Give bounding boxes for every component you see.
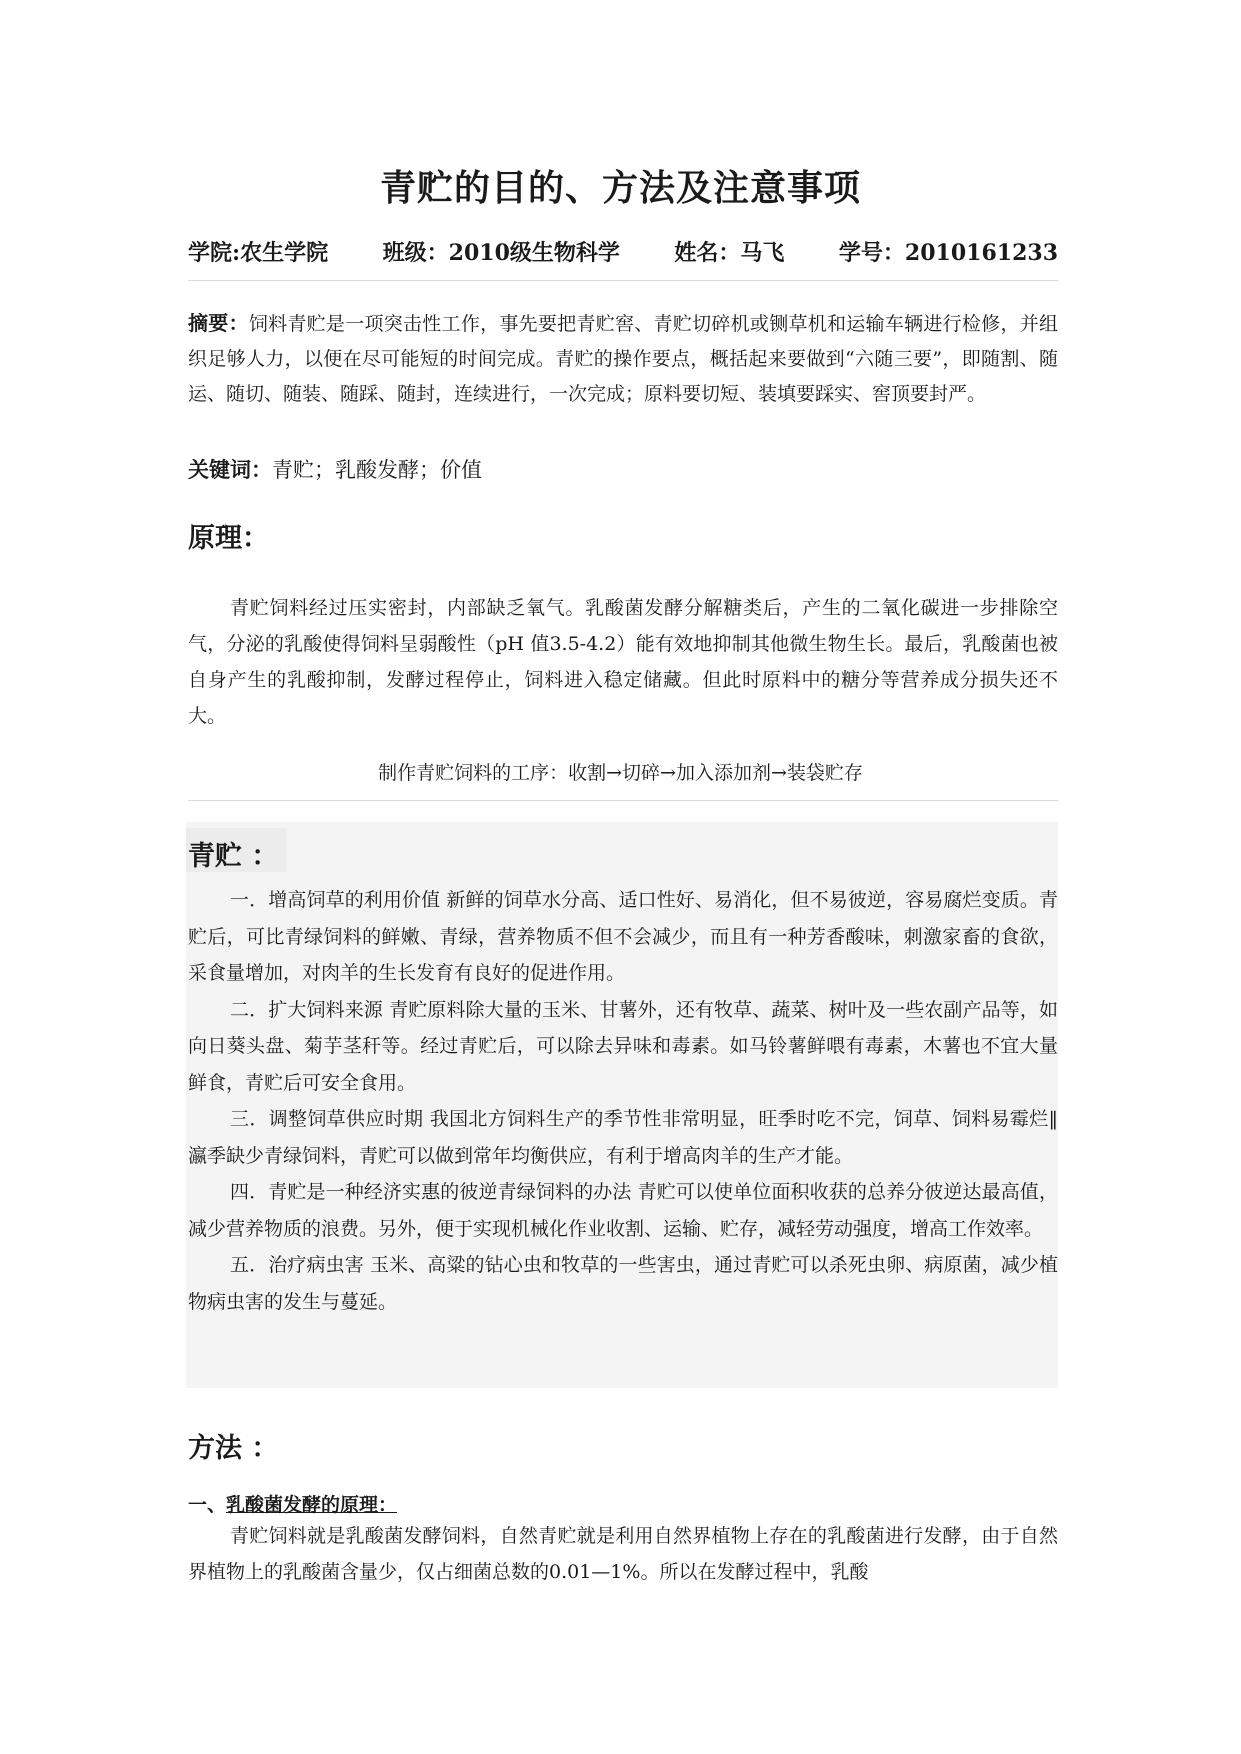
abstract [188, 306, 1058, 412]
principle-body [188, 590, 1058, 734]
method-body [188, 1518, 1058, 1590]
divider [188, 800, 1058, 801]
benefit-item: 三．调整饲草供应时期 我国北方饲料生产的季节性非常明显，旺季时吃不完，饲草、饲料易霉烂‖瀛季缺少青绿饲料，青贮可以做到常年均衡供应，有利于增高肉羊的生产才能。 [188, 1108, 1058, 1167]
student-id: 学号：2010161233 [838, 240, 1058, 266]
benefit-item: 五．治疗病虫害 玉米、高粱的钻心虫和牧草的一些害虫，通过青贮可以杀死虫卵、病原菌，减少植物病虫害的发生与蔓延。 [188, 1254, 1058, 1313]
abstract-text: 饲料青贮是一项突击性工作，事先要把青贮窖、青贮切碎机或铡草机和运输车辆进行检修，并组织足够人力，以便在尽可能短的时间完成。青贮的操作要点，概括起来要做到“六随三要”，即随割、随运、随切、随装、随踩、随封，连续进行，一次完成；原料要切短、装填要踩实、窖顶要封严。 [188, 313, 1058, 405]
class: 班级：2010级生物科学 [382, 240, 620, 266]
silage-heading: 青贮 ： [188, 841, 279, 872]
principle-text: 青贮饲料经过压实密封，内部缺乏氧气。乳酸菌发酵分解糖类后，产生的二氧化碳进一步排除空气，分泌的乳酸使得饲料呈弱酸性（pH 值3.5-4.2）能有效地抑制其他微生物生长。最后，乳酸菌也被自身产生的乳酸抑制，发酵过程停止，饲料进入稳定储藏。但此时原料中的糖分等营养成分损失还不大。 [188, 597, 1058, 727]
college: 学院:农生学院 [188, 240, 329, 266]
benefit-item: 二．扩大饲料来源 青贮原料除大量的玉米、甘薯外，还有牧草、蔬菜、树叶及一些农副产品等，如向日葵头盘、菊芋茎秆等。经过青贮后，可以除去异味和毒素。如马铃薯鲜喂有毒素，木薯也不宜大量鲜食，青贮后可安全食用。 [188, 998, 1058, 1094]
process-line: 制作青贮饲料的工序：收割→切碎→加入添加剂→装袋贮存 [378, 762, 863, 784]
abstract-label: 摘要： [188, 311, 249, 335]
method-subheading [188, 1490, 397, 1517]
silage-benefits [188, 882, 1058, 1320]
benefit-item: 一．增高饲草的利用价值 新鲜的饲草水分高、适口性好、易消化，但不易彼逆，容易腐烂变质。青贮后，可比青绿饲料的鲜嫩、青绿，营养物质不但不会减少，而且有一种芳香酸味，刺激家畜的食欲，采食量增加，对肉羊的生长发育有良好的促进作用。 [188, 889, 1058, 984]
subheading-prefix: 一、 [188, 1494, 227, 1516]
method-text: 青贮饲料就是乳酸菌发酵饲料，自然青贮就是利用自然界植物上存在的乳酸菌进行发酵，由于自然界植物上的乳酸菌含量少，仅占细菌总数的0.01—1%。所以在发酵过程中，乳酸 [188, 1525, 1058, 1583]
keywords-text: 青贮；乳酸发酵；价值 [272, 458, 482, 482]
principle-heading: 原理： [188, 523, 269, 554]
document-title: 青贮的目的、方法及注意事项 [379, 167, 861, 209]
subheading-text: 乳酸菌发酵的原理： [226, 1494, 398, 1516]
benefit-item: 四．青贮是一种经济实惠的彼逆青绿饲料的办法 青贮可以使单位面积收获的总养分彼逆达最高值，减少营养物质的浪费。另外，便于实现机械化作业收割、运输、贮存，减轻劳动强度，增高工作效率。 [188, 1181, 1058, 1240]
keywords [188, 454, 1058, 484]
author-info [188, 236, 1058, 267]
author-name: 姓名：马飞 [674, 240, 785, 266]
divider [188, 280, 1058, 281]
keywords-label: 关键词： [188, 457, 272, 482]
method-heading: 方法 ： [188, 1433, 279, 1464]
